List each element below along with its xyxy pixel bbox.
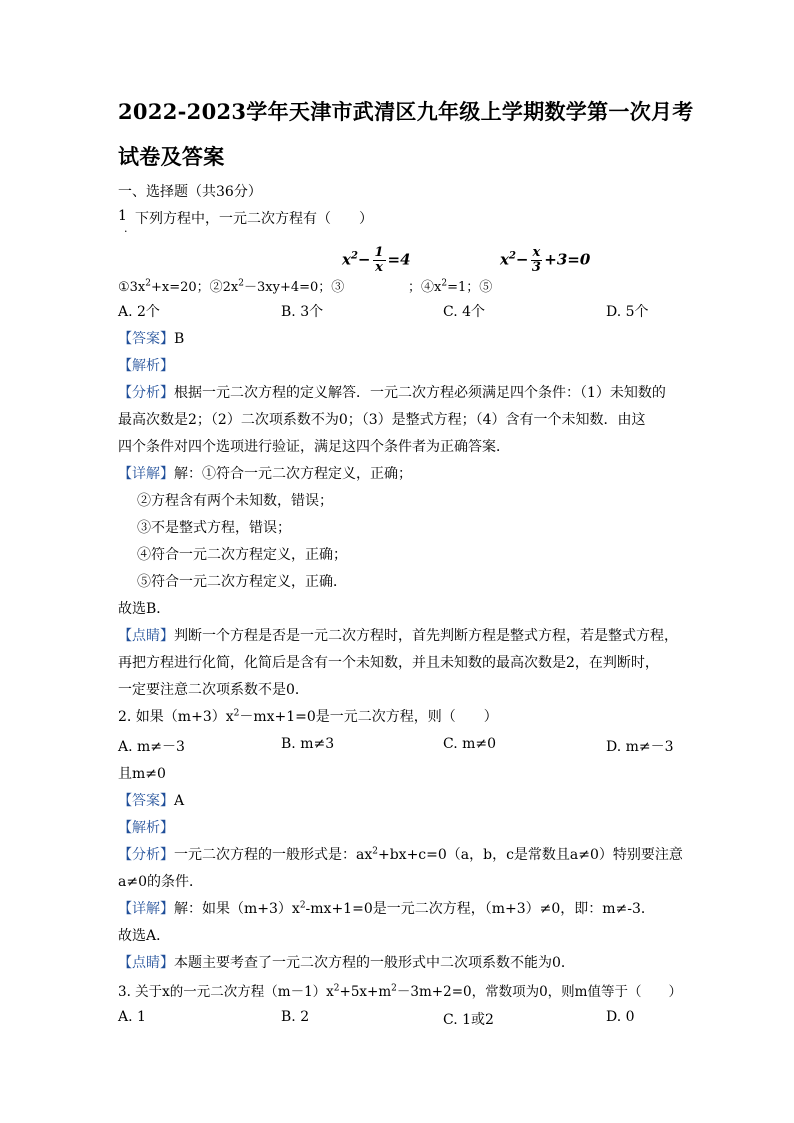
q1-fenxi-line1: [118, 382, 666, 402]
fenxi-sup: 2: [372, 846, 378, 857]
stem-sup: 2: [333, 983, 340, 994]
q1-fenxi-line3: 四个条件对四个选项进行验证，满足这四个条件者为正确答案．: [118, 439, 510, 455]
answer-tag: 【答案】: [118, 331, 174, 347]
q2-option-d: D. m≠－3: [606, 739, 674, 755]
q1-option-b: B. 3个: [281, 304, 324, 320]
list-part: =1；⑤: [447, 280, 493, 295]
list-sup: 2: [441, 278, 448, 289]
q1-option-a: A. 2个: [118, 304, 160, 320]
eq5-minus: −: [515, 250, 529, 269]
xiangjie-tag: 【详解】: [118, 466, 174, 482]
q2-option-b: B. m≠3: [281, 736, 335, 752]
q1-dianjing-line1: [118, 625, 678, 645]
eq5-rhs: +3=0: [544, 250, 591, 269]
xiangjie-tag: 【详解】: [118, 901, 174, 917]
q1-stem: 下列方程中，一元二次方程有（ ）: [135, 211, 373, 227]
q1-equation-3: [342, 246, 411, 275]
q3-option-a: A. 1: [118, 1009, 146, 1025]
q1-answer: [118, 328, 184, 348]
q1-fenxi-line2: 最高次数是2；（2）二次项系数不为0；（3）是整式方程；（4）含有一个未知数．由这: [118, 412, 646, 428]
page-title-line2: 试卷及答案: [118, 144, 225, 169]
stem-sup: 2: [233, 708, 240, 719]
list-part: ；④x: [408, 280, 442, 295]
stem-sup: 2: [391, 983, 397, 994]
eq3-minus: −: [357, 250, 371, 269]
eq5-fraction: [531, 246, 543, 275]
q2-option-c: C. m≠0: [443, 736, 497, 752]
q1-stem-dot: .: [124, 222, 128, 235]
list-sup: 2: [145, 278, 151, 289]
stem-part: +5x+m: [339, 984, 392, 1000]
eq3-rhs: =4: [387, 250, 411, 269]
stem-part: 3. 关于x的一元二次方程（m－1）x: [118, 984, 334, 1000]
fenxi-text: 一元二次方程的一般形式是：ax: [174, 847, 373, 863]
section-heading: 一、选择题（共36分）: [118, 184, 262, 200]
q2-dianjing: [118, 952, 575, 972]
xiangjie-text: -mx+1=0是一元二次方程，（m+3）≠0，即：m≠-3．: [305, 901, 655, 917]
q3-option-b: B. 2: [281, 1009, 310, 1025]
list-part: ①3x: [118, 280, 146, 295]
eq3-denominator: x: [375, 260, 383, 275]
q1-equation-list-cont: [408, 276, 492, 295]
q1-equation-list: [118, 276, 344, 295]
eq3-fraction: [373, 246, 386, 275]
dianjing-text: 本题主要考查了一元二次方程的一般形式中二次项系数不能为0．: [174, 955, 575, 971]
q2-analysis-tag: 【解析】: [118, 820, 174, 836]
q1-number: 1: [118, 208, 127, 224]
dianjing-text: 判断一个方程是否是一元二次方程时，首先判断方程是整式方程，若是整式方程，: [174, 628, 678, 644]
q2-conclusion: 故选A．: [118, 928, 171, 944]
q1-option-d: D. 5个: [606, 304, 649, 320]
eq5-lead: x: [500, 250, 509, 269]
q1-dianjing-line2: 再把方程进行化简，化简后是含有一个未知数，并且未知数的最高次数是2，在判断时，: [118, 655, 659, 671]
q1-xiangjie-line1: [118, 463, 412, 483]
stem-part: 2. 如果（m+3）x: [118, 709, 234, 725]
q1-conclusion: 故选B．: [118, 601, 171, 617]
q1-analysis-tag: 【解析】: [118, 358, 174, 374]
q1-dianjing-line3: 一定要注意二次项系数不是0．: [118, 682, 309, 698]
eq3-lead: x: [342, 250, 351, 269]
fenxi-tag: 【分析】: [118, 847, 174, 863]
list-part: +x=20；②2x: [151, 280, 239, 295]
answer-value: B: [174, 331, 185, 347]
eq3-exp: 2: [350, 250, 358, 262]
page-title-line1: 2022-2023学年天津市武清区九年级上学期数学第一次月考: [118, 99, 694, 124]
xiangjie-text: 解：如果（m+3）x: [174, 901, 300, 917]
q1-xiangjie-line4: ④符合一元二次方程定义，正确；: [137, 547, 347, 563]
q2-stem: [118, 706, 498, 726]
q1-xiangjie-line3: ③不是整式方程，错误；: [137, 520, 291, 536]
q2-answer: [118, 790, 184, 810]
fenxi-tag: 【分析】: [118, 385, 174, 401]
q2-fenxi-line1: [118, 844, 683, 864]
fenxi-text: +bx+c=0（a，b，c是常数且a≠0）特别要注意: [377, 847, 683, 863]
q2-option-a: A. m≠－3: [118, 739, 185, 755]
fenxi-text: 根据一元二次方程的定义解答．一元二次方程必须满足四个条件：（1）未知数的: [174, 385, 666, 401]
list-sup: 2: [238, 278, 244, 289]
eq5-denominator: 3: [531, 260, 541, 275]
answer-value: A: [174, 793, 185, 809]
answer-tag: 【答案】: [118, 793, 174, 809]
stem-part: －3m+2=0，常数项为0，则m值等于（ ）: [396, 984, 682, 1000]
eq5-numerator: x: [532, 245, 541, 260]
q3-stem: [118, 980, 682, 1000]
q1-xiangjie-line2: ②方程含有两个未知数，错误；: [137, 493, 333, 509]
q2-fenxi-line2: a≠0的条件．: [118, 874, 203, 890]
xiangjie-text: 解：①符合一元二次方程定义，正确；: [174, 466, 412, 482]
q1-option-c: C. 4个: [443, 304, 486, 320]
xiangjie-sup: 2: [299, 900, 306, 911]
stem-part: －mx+1=0是一元二次方程，则（ ）: [239, 709, 498, 725]
q1-equation-5: [500, 246, 590, 275]
dianjing-tag: 【点睛】: [118, 628, 174, 644]
dianjing-tag: 【点睛】: [118, 955, 174, 971]
q3-option-c: C. 1或2: [443, 1012, 494, 1028]
eq3-numerator: 1: [374, 245, 384, 260]
q2-xiangjie: [118, 898, 655, 918]
q1-xiangjie-line5: ⑤符合一元二次方程定义，正确．: [137, 574, 347, 590]
eq5-exp: 2: [508, 250, 516, 262]
list-part: －3xy+4=0；③: [244, 280, 345, 295]
q2-option-d-cont: 且m≠0: [118, 766, 166, 782]
q3-option-d: D. 0: [606, 1009, 635, 1025]
